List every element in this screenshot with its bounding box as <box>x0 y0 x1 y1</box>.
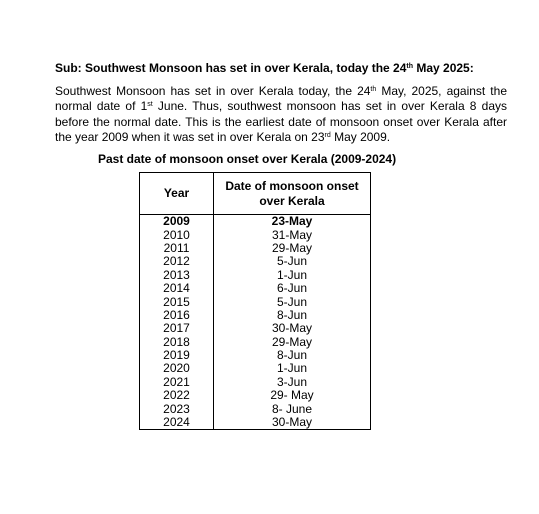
onset-date-cell: 1-Jun <box>214 362 371 375</box>
year-cell: 2021 <box>140 376 214 389</box>
year-cell: 2023 <box>140 402 214 415</box>
year-cell: 2014 <box>140 282 214 295</box>
subject-superscript: th <box>406 63 414 70</box>
table-body <box>140 215 371 430</box>
header-year: Year <box>140 173 214 215</box>
onset-date-cell: 23-May <box>214 215 371 229</box>
year-cell: 2011 <box>140 242 214 255</box>
onset-date-cell: 1-Jun <box>214 269 371 282</box>
year-cell: 2019 <box>140 349 214 362</box>
para-part-2: May, 2025, against the normal date of 1 <box>55 84 507 114</box>
table-row <box>140 402 371 415</box>
table-row <box>140 309 371 322</box>
table-row <box>140 376 371 389</box>
table-row <box>140 349 371 362</box>
onset-date-cell: 6-Jun <box>214 282 371 295</box>
para-sup-1: th <box>370 86 377 93</box>
table-row <box>140 295 371 308</box>
para-part-1: Southwest Monsoon has set in over Kerala today, the 24 <box>55 84 371 98</box>
table-row <box>140 269 371 282</box>
para-part-4: May 2009. <box>330 130 391 145</box>
table-row <box>140 322 371 335</box>
table-row <box>140 362 371 375</box>
table-header-row <box>140 173 371 215</box>
onset-date-cell: 8-Jun <box>214 309 371 322</box>
onset-date-cell: 5-Jun <box>214 255 371 268</box>
onset-date-cell: 3-Jun <box>214 376 371 389</box>
onset-date-cell: 5-Jun <box>214 295 371 308</box>
onset-date-cell: 29-May <box>214 242 371 255</box>
year-cell: 2016 <box>140 309 214 322</box>
para-part-3: June. Thus, southwest monsoon has set in over Kerala 8 days before the normal date. This is the earliest date of monsoon onset over Kerala after the year 2009 when it was set in over Kerala on 23 <box>55 99 508 145</box>
onset-date-cell: 29-May <box>214 336 371 349</box>
announcement-paragraph <box>55 84 507 146</box>
year-cell: 2018 <box>140 336 214 349</box>
table-row <box>140 282 371 295</box>
year-cell: 2017 <box>140 322 214 335</box>
onset-date-cell: 31-May <box>214 228 371 241</box>
table-row <box>140 255 371 268</box>
table-row <box>140 242 371 255</box>
subject-text-end: May 2025: <box>413 61 474 75</box>
year-cell: 2013 <box>140 269 214 282</box>
year-cell: 2012 <box>140 255 214 268</box>
year-cell: 2009 <box>140 215 214 229</box>
year-cell: 2015 <box>140 295 214 308</box>
subject-heading <box>55 60 525 76</box>
onset-date-cell: 30-May <box>214 416 371 430</box>
table-title: Past date of monsoon onset over Kerala (2009-2024) <box>98 152 397 166</box>
onset-date-cell: 8-Jun <box>214 349 371 362</box>
subject-text: Sub: Southwest Monsoon has set in over Kerala, today the 24 <box>55 61 407 75</box>
table-row <box>140 336 371 349</box>
para-sup-2: st <box>147 101 153 109</box>
table-row <box>140 389 371 402</box>
table-row <box>140 416 371 430</box>
year-cell: 2010 <box>140 228 214 241</box>
onset-date-cell: 30-May <box>214 322 371 335</box>
year-cell: 2022 <box>140 389 214 402</box>
onset-date-cell: 8- June <box>214 402 371 415</box>
header-date: Date of monsoon onset over Kerala <box>214 173 371 215</box>
onset-date-cell: 29- May <box>214 389 371 402</box>
onset-table <box>139 172 371 430</box>
para-sup-3: rd <box>324 132 331 140</box>
table-row <box>140 215 371 229</box>
year-cell: 2024 <box>140 416 214 430</box>
year-cell: 2020 <box>140 362 214 375</box>
table-row <box>140 228 371 241</box>
